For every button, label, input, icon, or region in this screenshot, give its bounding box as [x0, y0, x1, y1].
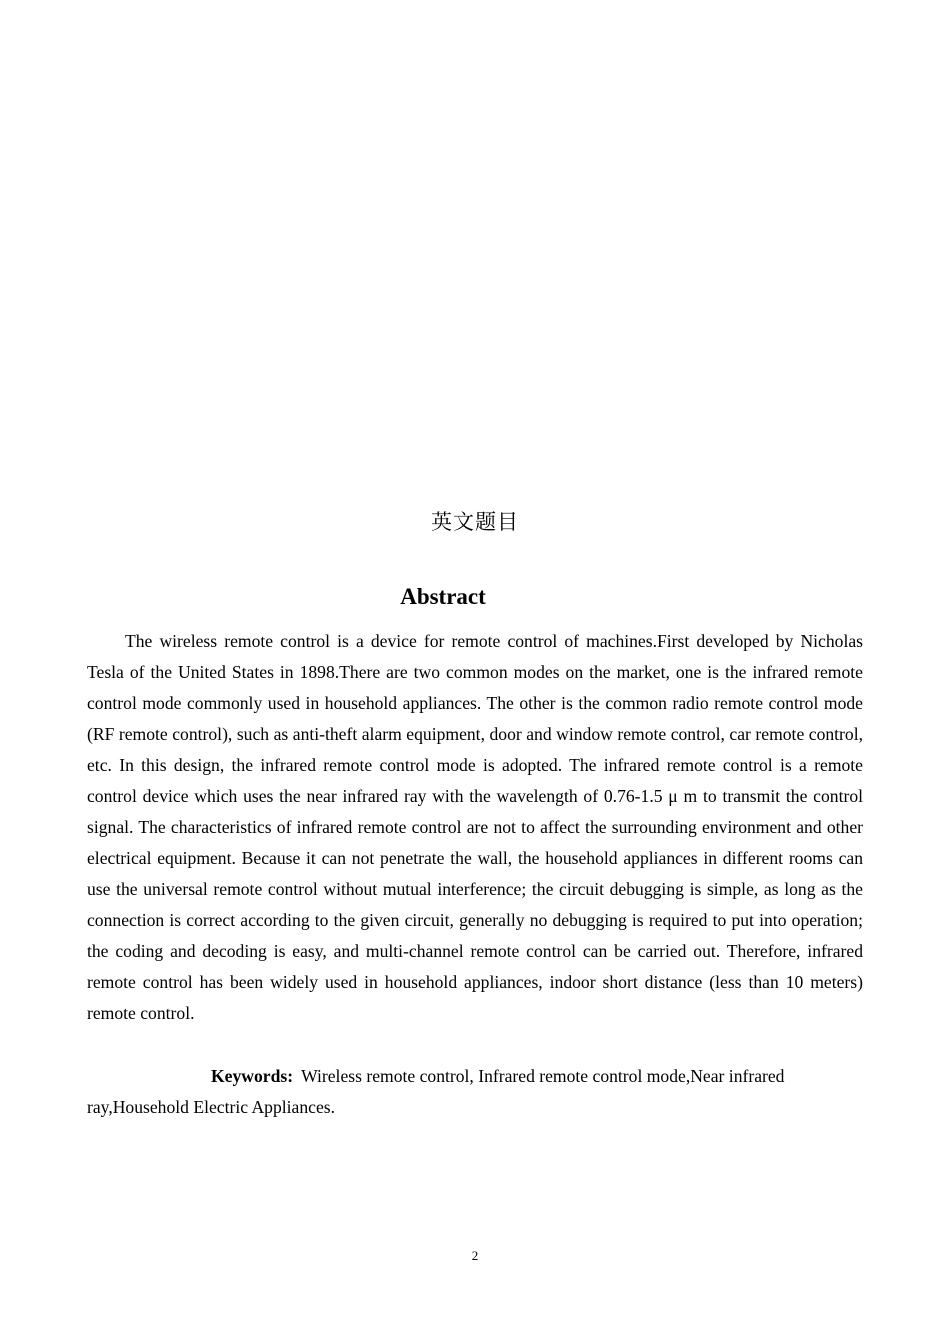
abstract-heading: Abstract — [400, 584, 486, 609]
page-number: 2 — [471, 1248, 479, 1263]
chinese-title: 英文题目 — [431, 510, 519, 534]
abstract-body: The wireless remote control is a device for remote control of machines.First developed by Nicholas Tesla of the United States in 1898.There are two common modes on the market, one is the infrared remote control mode commonly used in household appliances. The other is the common radio remote control mode (RF remote control), such as anti-theft alarm equipment, door and window remote control, car remote control, etc. In this design, the infrared remote control mode is adopted. The infrared remote control is a remote control device which uses the near infrared ray with the wavelength of 0.76-1.5 μ m to transmit the control signal. The characteristics of infrared remote control are not to affect the surrounding environment and other electrical equipment. Because it can not penetrate the wall, the household appliances in different rooms can use the universal remote control without mutual interference; the circuit debugging is simple, as long as the connection is correct according to the given circuit, generally no debugging is required to put into operation; the coding and decoding is easy, and multi-channel remote control can be carried out. Therefore, infrared remote control has been widely used in household appliances, indoor short distance (less than 10 meters) remote control. — [87, 631, 863, 1023]
keywords-text: Wireless remote control, Infrared remote control mode,Near infrared ray,Household Electric Appliances. — [87, 1066, 785, 1117]
keywords-label: Keywords: — [211, 1066, 294, 1086]
keywords-paragraph — [87, 1061, 837, 1123]
